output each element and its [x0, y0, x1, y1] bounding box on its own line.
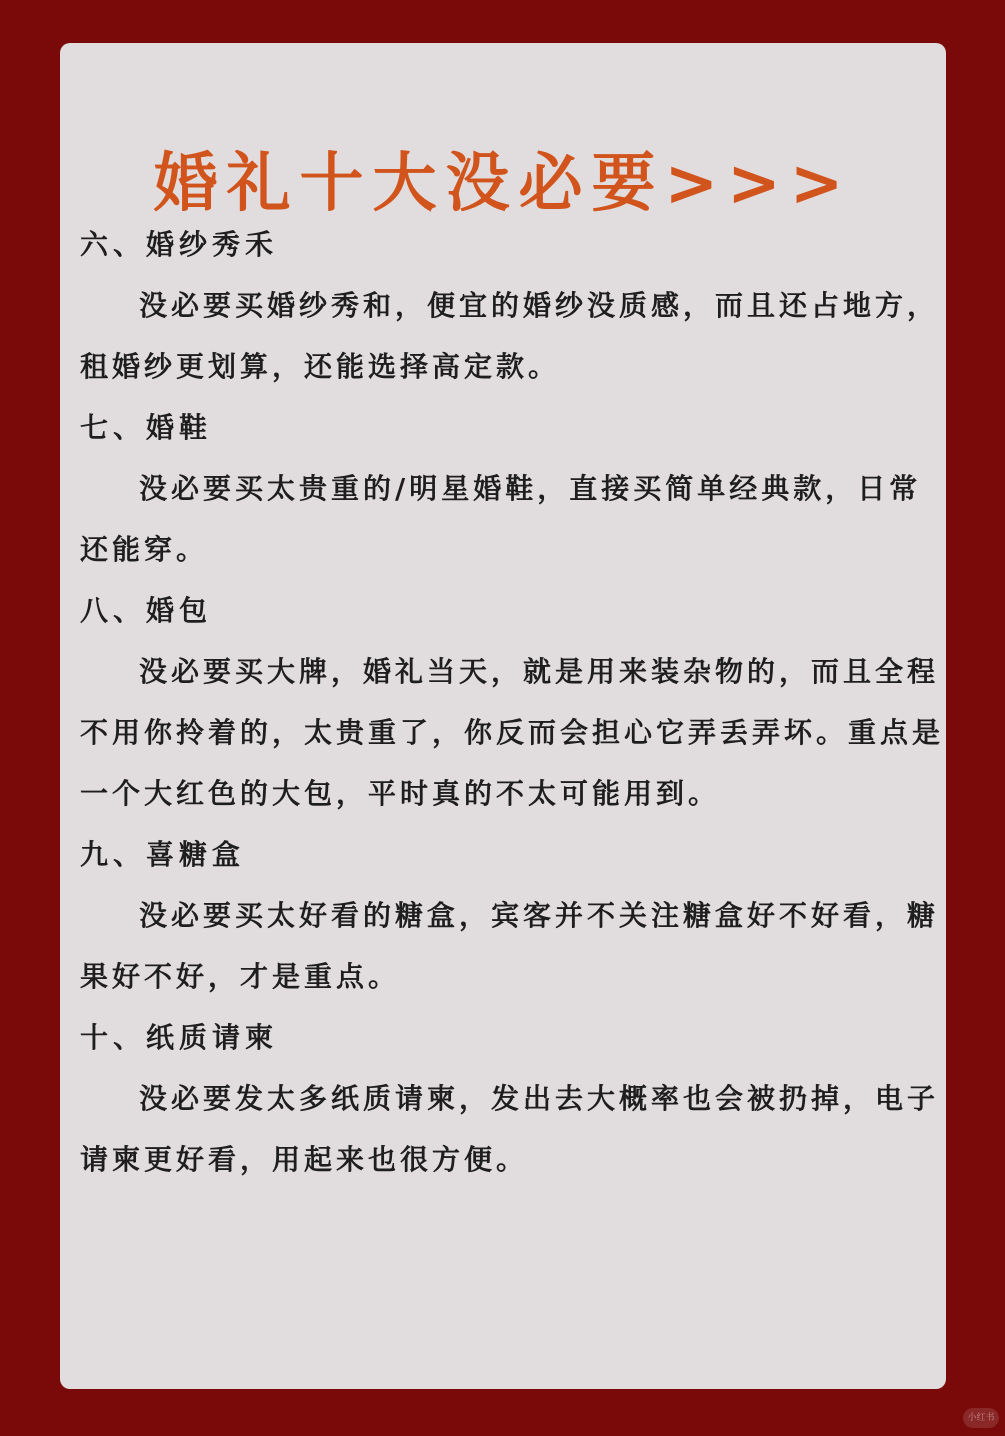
- section-paragraph: 没必要买太好看的糖盒，宾客并不关注糖盒好不好看，糖果好不好，才是重点。: [80, 899, 940, 993]
- section-heading: 十、纸质请柬: [80, 1021, 279, 1054]
- section-heading: 六、婚纱秀禾: [80, 228, 279, 261]
- section-paragraph: 没必要买婚纱秀和，便宜的婚纱没质感，而且还占地方，租婚纱更划算，还能选择高定款。: [80, 289, 940, 383]
- article-body: [80, 214, 950, 1190]
- section-candy-box: [80, 824, 950, 1007]
- section-paragraph: 没必要买大牌，婚礼当天，就是用来装杂物的，而且全程不用你拎着的，太贵重了，你反而会担心它弄丢弄坏。重点是一个大红色的大包，平时真的不太可能用到。: [80, 655, 945, 810]
- section-heading: 八、婚包: [80, 594, 213, 627]
- section-heading: 七、婚鞋: [80, 411, 213, 444]
- section-wedding-shoes: [80, 397, 950, 580]
- section-wedding-dress: [80, 214, 950, 397]
- section-wedding-bag: [80, 580, 950, 824]
- section-paper-invitation: [80, 1007, 950, 1190]
- watermark-logo: 小红书: [963, 1408, 999, 1428]
- section-paragraph: 没必要买太贵重的/明星婚鞋，直接买简单经典款，日常还能穿。: [80, 472, 922, 566]
- page-title: 婚礼十大没必要>>>: [153, 147, 853, 221]
- section-heading: 九、喜糖盒: [80, 838, 246, 871]
- section-paragraph: 没必要发太多纸质请柬，发出去大概率也会被扔掉，电子请柬更好看，用起来也很方便。: [80, 1082, 940, 1176]
